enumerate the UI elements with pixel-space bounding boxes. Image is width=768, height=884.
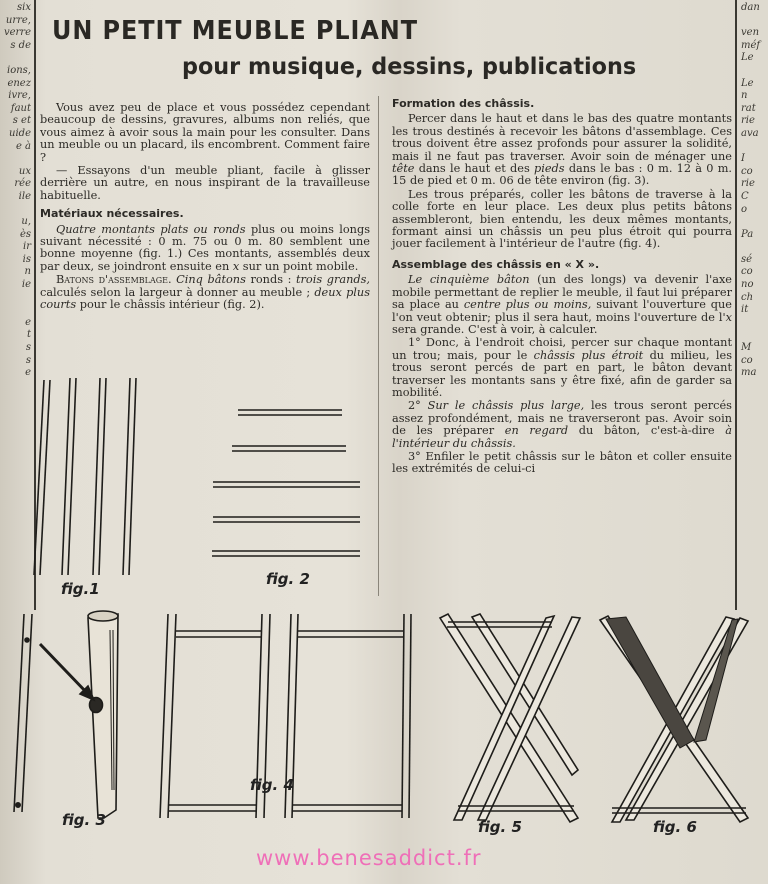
fig2-label: fig. 2 (266, 570, 310, 588)
batons-emph-2: trois grands, (295, 273, 370, 287)
edge-fragment: urre, (5, 14, 31, 26)
fig1-upright-2 (62, 378, 76, 575)
assemblage-text-3: sera grande. C'est à voir, à calculer. (392, 322, 598, 336)
fig3-label: fig. 3 (62, 811, 106, 829)
edge-fragment: o (741, 203, 748, 215)
fig2-baton-3 (213, 482, 360, 487)
batons-emph-1: Cinq bâtons (176, 273, 246, 287)
edge-fragment: co (741, 266, 753, 278)
fig1-upright-1 (34, 380, 50, 575)
materials-emph: Quatre montants plats ou ronds (56, 222, 246, 236)
assemblage-x: x (725, 310, 732, 324)
formation-pieds: pieds (534, 162, 565, 176)
edge-fragment: n (741, 90, 748, 102)
fig3-upright (14, 614, 32, 812)
answer-paragraph: — Essayons d'un meuble pliant, facile à glisser derrière un autre, en nous inspirant de la travailleuse habituelle. (40, 164, 370, 202)
fig2-baton-2 (232, 446, 346, 451)
formation-heading: Formation des châssis. (392, 97, 535, 110)
formation-text-c: dans le bas : 0 m. 12 à 0 m. 15 de pied et 0 m. 06 de tête environ (fig. 3). (392, 162, 732, 188)
edge-fragment: ir (23, 241, 31, 253)
fig3-arrow (40, 644, 94, 700)
fig2-baton-1 (238, 410, 342, 415)
step-2-emph-2: en regard (504, 424, 569, 438)
article-title: UN PETIT MEUBLE PLIANT (52, 16, 418, 46)
step-2-num: 2° (408, 399, 428, 413)
materials-text-end: sur un point mobile. (239, 259, 359, 273)
edge-fragment: ions, (7, 64, 31, 76)
edge-fragment: ivre, (8, 90, 31, 102)
edge-fragment: rie (741, 115, 755, 127)
batons-text-1: ronds : (245, 273, 296, 287)
fig6-x-frame (600, 616, 748, 822)
assemblage-text-1: (un des longs) va devenir l'axe mobile permettant de replier le meuble, il faut lui préparer sa place au (392, 273, 732, 312)
edge-fragment: faut (10, 102, 31, 114)
materials-heading: Matériaux nécessaires. (40, 207, 184, 221)
assemblage-heading: Assemblage des châssis en « X ». (392, 257, 600, 271)
materials-x: x (232, 259, 240, 273)
fig1-upright-3 (93, 378, 106, 575)
edge-fragment: rée (14, 178, 31, 190)
edge-fragment: Le (741, 52, 754, 64)
fig5-label: fig. 5 (478, 818, 522, 836)
fig2-baton-5 (212, 551, 360, 556)
edge-fragment: n (24, 266, 31, 278)
fig3-cylinder (88, 611, 118, 818)
edge-fragment: uide (9, 127, 31, 139)
edge-fragment: rat (741, 102, 756, 114)
edge-fragment: ven (741, 27, 760, 39)
fig1-label: fig.1 (61, 580, 100, 598)
edge-fragment: t (26, 329, 31, 341)
edge-fragment: e (25, 316, 31, 328)
edge-fragment: ile (18, 190, 31, 202)
edge-fragment: co (741, 354, 753, 366)
edge-fragment: Le (741, 77, 754, 89)
step-2-text-2: du bâton, c'est-à-dire (568, 424, 726, 438)
watermark-link[interactable]: www.benesaddict.fr (256, 846, 482, 870)
edge-fragment: e à (15, 140, 31, 152)
batons-emph-3: deux plus courts (40, 285, 370, 312)
fig4-label: fig. 4 (250, 776, 294, 794)
edge-fragment: s de (10, 39, 31, 51)
edge-fragment: enez (7, 77, 31, 89)
intro-paragraph: Vous avez peu de place et vous possédez cependant beaucoup de dessins, gravures, albums non reliés, que vous aimez à avoir sous la main pour les consulter. Dans un meuble ou un placard, ils encombrent. Comment faire ? (40, 101, 370, 164)
formation-text-a: Percer dans le haut et dans le bas des quatre montants les trous destinés à recevoir les bâtons d'assemblage. Ces trous doivent être assez profonds pour assurer la solidité, mais il ne faut pas traverser. Avoir soin de ménager une (392, 112, 732, 163)
batons-text-2: calculés selon la largeur à donner au meuble ; (40, 285, 315, 299)
batons-text-3: pour le châssis intérieur (fig. 2). (76, 298, 265, 312)
edge-fragment: six (17, 2, 31, 13)
formation-paragraph-2: Les trous préparés, coller les bâtons de traverse à la colle forte en leur place. Les deux plus petits bâtons assembleront, bien entendu, les deux mêmes montants, formant ainsi un châssis un peu plus étroit qui pourra jouer facilement à l'intérieur de l'autre (fig. 4). (392, 187, 732, 251)
batons-label: Batons d'assemblage. (56, 273, 172, 287)
edge-fragment: dan (741, 2, 760, 13)
step-2-text-1: les trous seront percés assez profondément, mais ne traverseront pas. Avoir soin de les préparer (392, 399, 732, 438)
edge-fragment: ch (741, 291, 754, 303)
edge-fragment: ma (741, 367, 757, 379)
edge-fragment: rie (741, 178, 755, 190)
edge-fragment: u, (21, 216, 31, 228)
assemblage-emph-2: centre plus ou moins, (463, 298, 592, 312)
edge-fragment: M (741, 342, 752, 354)
fig5-x-frame (440, 614, 580, 822)
edge-fragment: méf (741, 39, 761, 51)
edge-fragment: I (741, 153, 745, 165)
materials-text: plus ou moins longs suivant nécessité : 0 m. 75 ou 0 m. 80 semblent une bonne moyenne (fig. 1.) Ces montants, assemblés deux par deux, se joindront ensuite en (40, 222, 370, 273)
edge-fragment: s et (12, 115, 31, 127)
edge-fragment: no (741, 279, 754, 291)
step-2-emph-1: Sur le châssis plus large, (427, 399, 585, 413)
article-subtitle: pour musique, dessins, publications (182, 54, 637, 80)
formation-tete: tête (392, 162, 415, 176)
step-2-emph-3: à l'intérieur du châssis. (392, 424, 732, 450)
edge-fragment: C (741, 190, 749, 202)
edge-fragment: e (25, 367, 31, 379)
edge-fragment: co (741, 165, 753, 177)
step-3-paragraph: 3° Enfiler le petit châssis sur le bâton et coller ensuite les extrémités de celui-ci (392, 449, 732, 476)
fig4-frame-small (285, 614, 411, 818)
edge-fragment: is (22, 253, 31, 265)
step-1-emph: châssis plus étroit (533, 348, 644, 362)
assemblage-text-2: suivant l'ouverture que l'on veut obtenir; plus il sera haut, moins l'ouverture de l' (392, 298, 732, 324)
edge-fragment: ux (18, 165, 31, 177)
edge-fragment: ie (21, 279, 31, 291)
edge-fragment: s (25, 354, 31, 366)
edge-fragment: sé (741, 253, 753, 265)
formation-text-b: dans le haut et des (414, 162, 535, 176)
edge-fragment: verre (3, 27, 31, 39)
fig2-baton-4 (213, 517, 360, 522)
edge-fragment: s (25, 342, 31, 354)
fig6-label: fig. 6 (653, 818, 697, 836)
edge-fragment: Pa (741, 228, 754, 240)
edge-fragment: ès (19, 228, 31, 240)
step-1-text-b: du milieu, les trous seront percés de part en part, le bâton devant traverser les montants sans y être fixé, afin de garder sa mobilité. (392, 348, 732, 399)
fig1-upright-4 (123, 378, 136, 575)
edge-fragment: it (741, 304, 749, 316)
step-1-text-a: 1° Donc, à l'endroit choisi, percer sur chaque montant un trou; mais, pour le (392, 336, 732, 362)
edge-fragment: ava (741, 127, 759, 139)
assemblage-emph-1: Le cinquième bâton (408, 273, 530, 287)
